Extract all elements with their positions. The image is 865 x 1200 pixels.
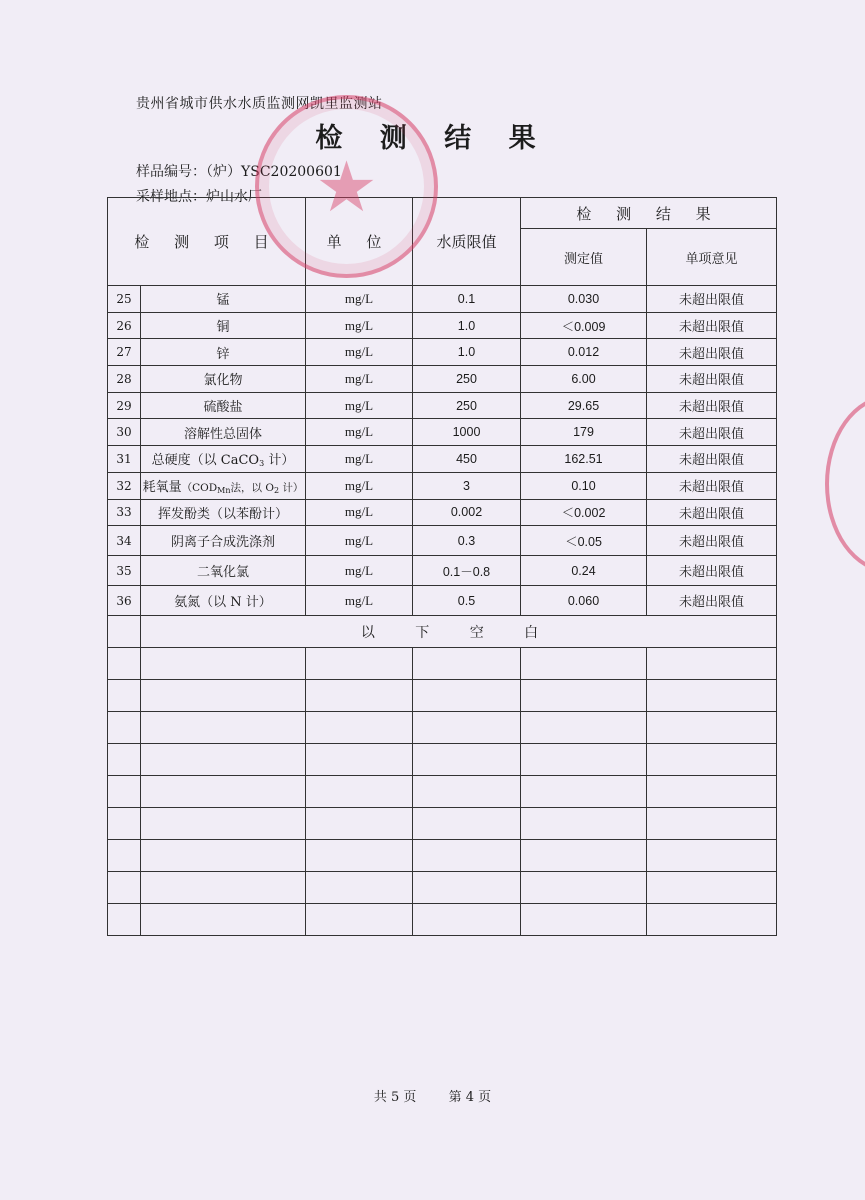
empty-cell bbox=[108, 872, 141, 904]
row-measured: ＜0.002 bbox=[521, 499, 647, 526]
empty-cell bbox=[413, 712, 521, 744]
empty-cell bbox=[141, 680, 306, 712]
sample-number-value: （炉）YSC20200601 bbox=[206, 164, 342, 180]
table-row bbox=[108, 556, 777, 586]
empty-cell bbox=[108, 904, 141, 936]
row-limit: 3 bbox=[413, 472, 521, 499]
empty-cell bbox=[306, 648, 413, 680]
row-opinion: 未超出限值 bbox=[647, 446, 777, 473]
row-measured: 0.24 bbox=[521, 556, 647, 586]
row-limit: 0.3 bbox=[413, 526, 521, 556]
row-unit: mg/L bbox=[306, 446, 413, 473]
row-limit: 0.1 bbox=[413, 286, 521, 313]
empty-cell bbox=[521, 712, 647, 744]
empty-row bbox=[108, 680, 777, 712]
empty-cell bbox=[647, 776, 777, 808]
header-measured: 测定值 bbox=[521, 229, 647, 286]
row-measured: 6.00 bbox=[521, 366, 647, 393]
empty-cell bbox=[141, 840, 306, 872]
empty-cell bbox=[141, 872, 306, 904]
empty-row bbox=[108, 840, 777, 872]
row-item-method-a: （COD bbox=[181, 482, 218, 495]
row-limit: 250 bbox=[413, 392, 521, 419]
header-opinion: 单项意见 bbox=[647, 229, 777, 286]
row-opinion: 未超出限值 bbox=[647, 366, 777, 393]
row-item-method-b: 法，以 O bbox=[230, 482, 274, 495]
row-item bbox=[141, 472, 306, 499]
row-opinion: 未超出限值 bbox=[647, 472, 777, 499]
row-number: 34 bbox=[108, 526, 141, 556]
row-limit: 450 bbox=[413, 446, 521, 473]
empty-cell bbox=[141, 648, 306, 680]
row-limit: 1.0 bbox=[413, 312, 521, 339]
row-unit: mg/L bbox=[306, 586, 413, 616]
empty-cell bbox=[108, 680, 141, 712]
empty-cell bbox=[413, 840, 521, 872]
sample-number-label: 样品编号： bbox=[136, 164, 206, 180]
row-item: 锰 bbox=[141, 286, 306, 313]
empty-cell bbox=[306, 840, 413, 872]
row-measured: 179 bbox=[521, 419, 647, 446]
header-limit: 水质限值 bbox=[413, 198, 521, 286]
row-opinion: 未超出限值 bbox=[647, 286, 777, 313]
table-row bbox=[108, 472, 777, 499]
empty-cell bbox=[108, 648, 141, 680]
current-page: 第 4 页 bbox=[448, 1090, 492, 1105]
row-number: 36 bbox=[108, 586, 141, 616]
row-opinion: 未超出限值 bbox=[647, 312, 777, 339]
empty-row bbox=[108, 712, 777, 744]
total-pages: 共 5 页 bbox=[373, 1090, 417, 1105]
row-item: 硫酸盐 bbox=[141, 392, 306, 419]
empty-cell bbox=[413, 744, 521, 776]
row-item bbox=[141, 446, 306, 473]
table-row bbox=[108, 586, 777, 616]
empty-cell bbox=[141, 776, 306, 808]
table-row bbox=[108, 499, 777, 526]
row-item-method-sub2: 2 bbox=[273, 486, 280, 496]
table-row bbox=[108, 392, 777, 419]
row-measured: ＜0.05 bbox=[521, 526, 647, 556]
header-item: 检 测 项 目 bbox=[108, 198, 306, 286]
empty-cell bbox=[108, 840, 141, 872]
empty-cell bbox=[413, 808, 521, 840]
row-limit: 0.1－0.8 bbox=[413, 556, 521, 586]
empty-cell bbox=[647, 872, 777, 904]
empty-cell bbox=[141, 744, 306, 776]
row-measured: ＜0.009 bbox=[521, 312, 647, 339]
row-measured: 0.060 bbox=[521, 586, 647, 616]
row-measured: 0.10 bbox=[521, 472, 647, 499]
empty-cell bbox=[521, 872, 647, 904]
empty-cell bbox=[647, 840, 777, 872]
row-item: 铜 bbox=[141, 312, 306, 339]
empty-cell bbox=[521, 648, 647, 680]
header-unit: 单 位 bbox=[306, 198, 413, 286]
row-item-subscript: 3 bbox=[259, 459, 265, 469]
empty-cell bbox=[306, 680, 413, 712]
empty-row bbox=[108, 904, 777, 936]
empty-cell bbox=[108, 808, 141, 840]
row-opinion: 未超出限值 bbox=[647, 586, 777, 616]
row-measured: 0.012 bbox=[521, 339, 647, 366]
seal-star-icon: ★ bbox=[315, 145, 378, 228]
table-row bbox=[108, 366, 777, 393]
sampling-site-label: 采样地点： bbox=[136, 189, 206, 205]
row-number: 31 bbox=[108, 446, 141, 473]
row-item-text: 总硬度（以 CaCO bbox=[151, 453, 260, 469]
row-unit: mg/L bbox=[306, 392, 413, 419]
empty-cell bbox=[521, 744, 647, 776]
row-opinion: 未超出限值 bbox=[647, 419, 777, 446]
organization-name: 贵州省城市供水水质监测网凯里监测站 bbox=[136, 96, 383, 112]
empty-cell bbox=[413, 648, 521, 680]
empty-cell bbox=[521, 840, 647, 872]
empty-row bbox=[108, 776, 777, 808]
table-row bbox=[108, 446, 777, 473]
blank-cell bbox=[108, 616, 141, 648]
sampling-site-value: 炉山水厂 bbox=[206, 189, 262, 205]
row-item: 氨氮（以 N 计） bbox=[141, 586, 306, 616]
row-item-method bbox=[182, 482, 304, 494]
row-item: 氯化物 bbox=[141, 366, 306, 393]
empty-cell bbox=[413, 904, 521, 936]
row-number: 28 bbox=[108, 366, 141, 393]
empty-cell bbox=[306, 712, 413, 744]
row-number: 25 bbox=[108, 286, 141, 313]
page-title: 检 测 结 果 bbox=[315, 123, 550, 154]
empty-cell bbox=[306, 776, 413, 808]
empty-cell bbox=[521, 904, 647, 936]
table-row bbox=[108, 419, 777, 446]
row-number: 30 bbox=[108, 419, 141, 446]
empty-cell bbox=[306, 808, 413, 840]
table-row bbox=[108, 339, 777, 366]
edge-seal bbox=[825, 395, 865, 573]
blank-note-row bbox=[108, 616, 777, 648]
row-number: 26 bbox=[108, 312, 141, 339]
sample-number-line bbox=[136, 161, 342, 181]
row-item: 二氧化氯 bbox=[141, 556, 306, 586]
empty-cell bbox=[521, 776, 647, 808]
row-number: 33 bbox=[108, 499, 141, 526]
row-unit: mg/L bbox=[306, 526, 413, 556]
results-table bbox=[107, 197, 777, 936]
empty-cell bbox=[413, 776, 521, 808]
row-measured: 29.65 bbox=[521, 392, 647, 419]
table-row bbox=[108, 526, 777, 556]
row-measured: 0.030 bbox=[521, 286, 647, 313]
empty-row bbox=[108, 808, 777, 840]
empty-cell bbox=[306, 904, 413, 936]
table-header-row bbox=[108, 198, 777, 229]
empty-cell bbox=[108, 712, 141, 744]
empty-cell bbox=[647, 680, 777, 712]
table-row bbox=[108, 286, 777, 313]
row-opinion: 未超出限值 bbox=[647, 556, 777, 586]
row-item-text: 耗氧量 bbox=[142, 480, 182, 496]
row-opinion: 未超出限值 bbox=[647, 526, 777, 556]
empty-row bbox=[108, 648, 777, 680]
empty-cell bbox=[141, 808, 306, 840]
row-unit: mg/L bbox=[306, 366, 413, 393]
blank-note: 以 下 空 白 bbox=[141, 616, 777, 648]
row-unit: mg/L bbox=[306, 472, 413, 499]
empty-cell bbox=[413, 680, 521, 712]
row-item-text-end: 计） bbox=[264, 453, 295, 469]
row-limit: 0.002 bbox=[413, 499, 521, 526]
row-limit: 250 bbox=[413, 366, 521, 393]
empty-cell bbox=[141, 904, 306, 936]
row-number: 27 bbox=[108, 339, 141, 366]
row-number: 32 bbox=[108, 472, 141, 499]
row-measured: 162.51 bbox=[521, 446, 647, 473]
empty-cell bbox=[141, 712, 306, 744]
empty-row bbox=[108, 744, 777, 776]
table-row bbox=[108, 312, 777, 339]
empty-cell bbox=[108, 776, 141, 808]
header-result: 检 测 结 果 bbox=[521, 198, 777, 229]
row-number: 29 bbox=[108, 392, 141, 419]
row-item: 挥发酚类（以苯酚计） bbox=[141, 499, 306, 526]
row-opinion: 未超出限值 bbox=[647, 339, 777, 366]
row-opinion: 未超出限值 bbox=[647, 392, 777, 419]
empty-cell bbox=[521, 680, 647, 712]
row-unit: mg/L bbox=[306, 286, 413, 313]
row-number: 35 bbox=[108, 556, 141, 586]
row-unit: mg/L bbox=[306, 499, 413, 526]
row-item: 锌 bbox=[141, 339, 306, 366]
empty-cell bbox=[108, 744, 141, 776]
row-unit: mg/L bbox=[306, 419, 413, 446]
empty-cell bbox=[647, 712, 777, 744]
row-limit: 1000 bbox=[413, 419, 521, 446]
row-unit: mg/L bbox=[306, 312, 413, 339]
empty-cell bbox=[306, 872, 413, 904]
empty-cell bbox=[647, 808, 777, 840]
row-item-method-c: 计） bbox=[279, 482, 304, 495]
empty-cell bbox=[647, 904, 777, 936]
row-unit: mg/L bbox=[306, 339, 413, 366]
empty-cell bbox=[647, 648, 777, 680]
row-unit: mg/L bbox=[306, 556, 413, 586]
row-item-method-sub1: Mn bbox=[217, 486, 231, 496]
empty-cell bbox=[306, 744, 413, 776]
row-item: 溶解性总固体 bbox=[141, 419, 306, 446]
row-limit: 1.0 bbox=[413, 339, 521, 366]
row-item: 阴离子合成洗涤剂 bbox=[141, 526, 306, 556]
empty-cell bbox=[413, 872, 521, 904]
page-footer bbox=[0, 1086, 865, 1105]
row-opinion: 未超出限值 bbox=[647, 499, 777, 526]
empty-cell bbox=[521, 808, 647, 840]
row-limit: 0.5 bbox=[413, 586, 521, 616]
empty-row bbox=[108, 872, 777, 904]
empty-cell bbox=[647, 744, 777, 776]
